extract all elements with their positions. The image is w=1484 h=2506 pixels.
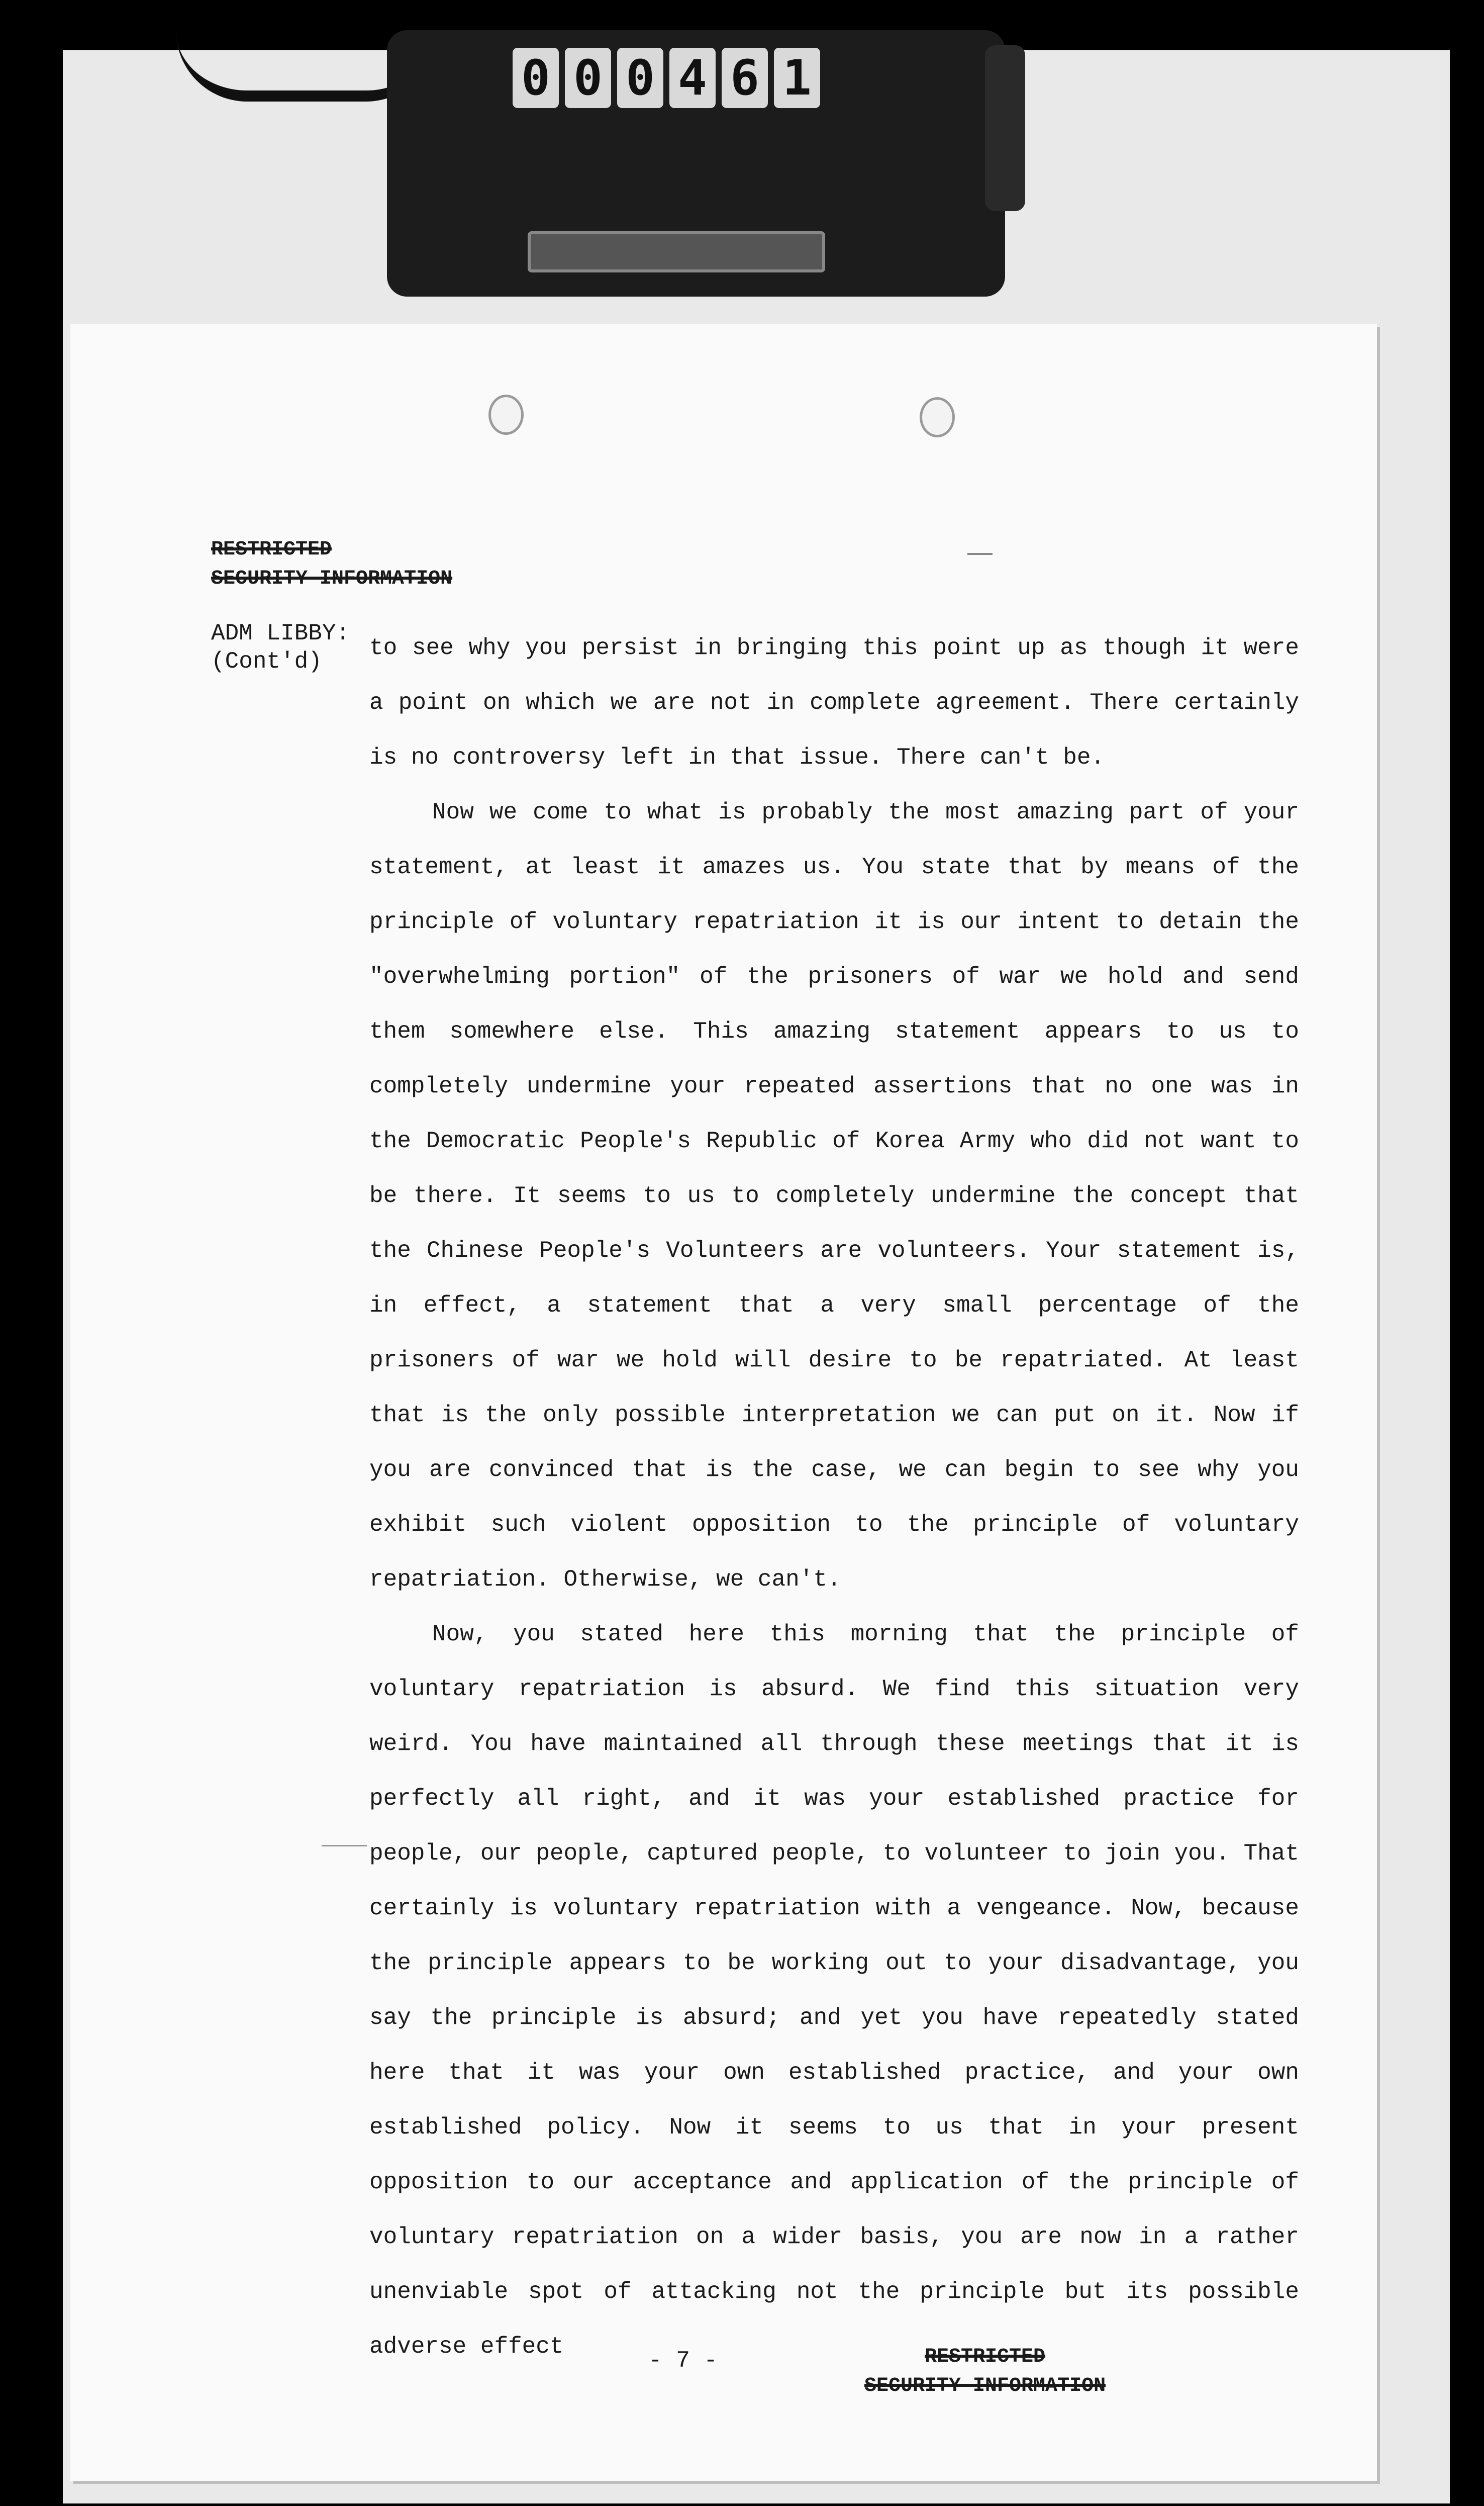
body-paragraph: Now we come to what is probably the most amazing part of your statement, at least it amazes us. You state that by means of the principle of voluntary repatriation it is our intent to detain the "overwhelming portion" of the prisoners of war we hold and send them somewhere else. This amazing statement appears to us to completely undermine your repeated assertions that no one was in the Democratic People's Republic of Korea Army who did not want to be there. It seems to us to completely undermine the concept that the Chinese People's Volunteers are volunteers. Your statement is, in effect, a statement that a very small percentage of the prisoners of war we hold will desire to be repatriated. At least that is the only possible interpretation we can put on it. Now if you are convinced that is the case, we can begin to see why you exhibit such violent opposition to the principle of voluntary repatriation. Otherwise, we can't. — [369, 799, 1299, 1593]
classification-header-line2: SECURITY INFORMATION — [211, 568, 453, 590]
counter-digit: 1 — [774, 48, 820, 108]
classification-header-line1: RESTRICTED — [211, 538, 332, 561]
counter-digit: 0 — [617, 48, 663, 108]
counter-digit: 6 — [722, 48, 768, 108]
margin-rule — [322, 1845, 367, 1846]
counter-knob — [985, 45, 1025, 211]
counter-digit: 0 — [565, 48, 611, 108]
counter-plate — [528, 231, 825, 272]
punch-hole — [920, 397, 955, 437]
frame-counter-digits — [513, 48, 820, 108]
classification-header — [211, 535, 452, 594]
transcript-body — [369, 621, 1299, 2374]
counter-digit: 0 — [513, 48, 559, 108]
classification-footer — [864, 2343, 1106, 2401]
margin-dash — [967, 553, 993, 555]
punch-hole — [488, 395, 524, 435]
body-paragraph: Now, you stated here this morning that the principle of voluntary repatriation is absurd. We find this situation very weird. You have maintained all through these meetings that it is perfectly all right, and it was your established practice for people, our people, captured people, to volunteer to join you. That certainly is voluntary repatriation with a vengeance. Now, because the principle appears to be working out to your disadvantage, you say the principle is absurd; and yet you have repeatedly stated here that it was your own established practice, and your own established policy. Now it seems to us that in your present opposition to our acceptance and application of the principle of voluntary repatriation on a wider basis, you are now in a rather unenviable spot of attacking not the principle but its possible adverse effect — [369, 1621, 1299, 2360]
classification-footer-line2: SECURITY INFORMATION — [864, 2375, 1106, 2397]
speaker-name: ADM LIBBY: — [211, 620, 350, 646]
classification-footer-line1: RESTRICTED — [925, 2346, 1046, 2368]
counter-digit: 4 — [669, 48, 716, 108]
speaker-note: (Cont'd) — [211, 648, 322, 675]
page-number: - 7 - — [648, 2348, 718, 2374]
speaker-label — [211, 619, 350, 676]
body-paragraph: to see why you persist in bringing this point up as though it were a point on which we are not in complete agreement. There certainly is no controversy left in that issue. There can't be. — [369, 635, 1299, 771]
